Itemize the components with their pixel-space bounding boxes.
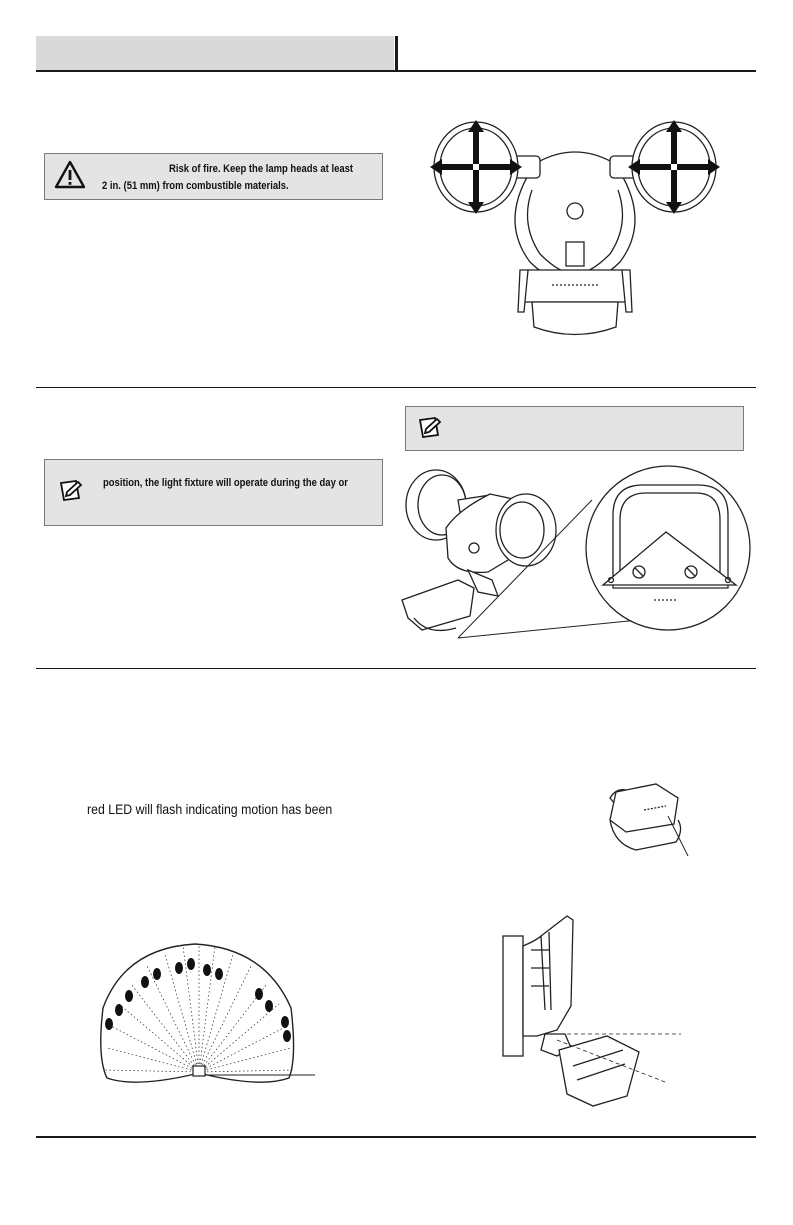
section-divider-bottom — [36, 1136, 756, 1138]
side-view-figure — [497, 910, 687, 1110]
warning-triangle-icon — [54, 160, 86, 195]
header-divider — [395, 36, 398, 72]
section-divider-2 — [36, 668, 756, 669]
led-instruction-text: red LED will flash indicating motion has been — [87, 801, 333, 817]
note-callout-right — [405, 406, 744, 451]
note-callout-left — [44, 459, 383, 526]
note-pencil-icon — [58, 478, 84, 509]
warning-callout — [44, 153, 383, 200]
coverage-pattern-figure — [95, 938, 317, 1090]
note-left-text-line1: position, the light fixture will operate during the day or — [103, 477, 348, 489]
fixture-dial-figure — [398, 460, 758, 650]
header-tab — [36, 36, 394, 70]
fixture-adjust-figure — [420, 112, 730, 352]
note-pencil-icon — [417, 415, 443, 446]
warning-text-line1: Risk of fire. Keep the lamp heads at least — [169, 163, 354, 175]
warning-text-line2: 2 in. (51 mm) from combustible materials. — [102, 180, 289, 192]
motion-sensor-figure — [596, 780, 696, 870]
header-rule — [36, 70, 756, 72]
section-divider-1 — [36, 387, 756, 388]
